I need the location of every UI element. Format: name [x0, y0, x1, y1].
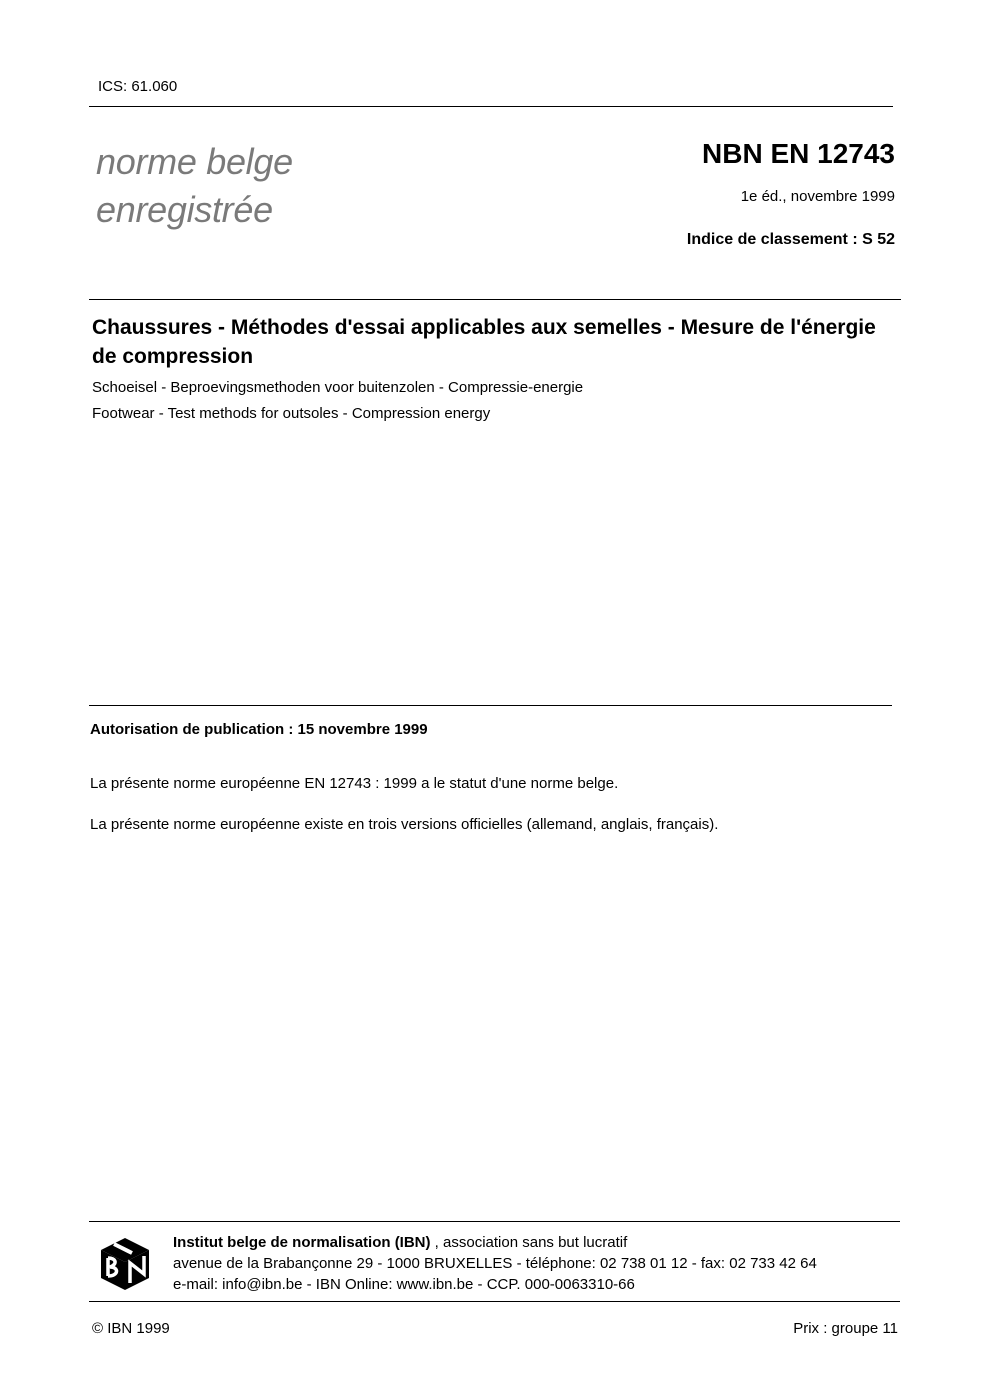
price-group: Prix : groupe 11 [793, 1320, 898, 1337]
versions-paragraph: La présente norme européenne existe en trois versions officielles (allemand, anglais, français). [90, 816, 719, 833]
institute-online-contact: e-mail: info@ibn.be - IBN Online: www.ibn.be - CCP. 000-0063310-66 [173, 1276, 635, 1293]
brand-line-2: enregistrée [96, 189, 273, 230]
institute-line [173, 1232, 817, 1253]
title-dutch: Schoeisel - Beproevingsmethoden voor buitenzolen - Compressie-energie [92, 379, 584, 396]
publication-divider [89, 705, 892, 706]
bottom-divider [89, 1301, 900, 1302]
brand-line-1: norme belge [96, 141, 293, 182]
copyright-notice: © IBN 1999 [92, 1320, 170, 1337]
institute-suffix: , association sans but lucratif [430, 1234, 628, 1251]
ibn-cube-logo-icon [99, 1236, 151, 1292]
institute-address: avenue de la Brabançonne 29 - 1000 BRUXELLES - téléphone: 02 738 01 12 - fax: 02 733 42 64 [173, 1255, 817, 1272]
publication-authorisation: Autorisation de publication : 15 novembre 1999 [90, 721, 428, 738]
institute-contact-block [173, 1232, 817, 1295]
classification-index: Indice de classement : S 52 [686, 231, 895, 248]
title-divider [89, 299, 901, 300]
footer-divider [89, 1221, 900, 1222]
edition-date: 1e éd., novembre 1999 [740, 188, 895, 205]
ics-code: ICS: 61.060 [98, 78, 178, 95]
top-divider [89, 106, 893, 107]
title-french: Chaussures - Méthodes d'essai applicables aux semelles - Mesure de l'énergie de compression [92, 316, 876, 368]
institute-name: Institut belge de normalisation (IBN) [173, 1234, 431, 1251]
standard-number: NBN EN 12743 [702, 138, 895, 169]
title-english: Footwear - Test methods for outsoles - Compression energy [92, 405, 491, 422]
brand-title [96, 138, 293, 234]
status-paragraph: La présente norme européenne EN 12743 : 1999 a le statut d'une norme belge. [90, 775, 619, 792]
